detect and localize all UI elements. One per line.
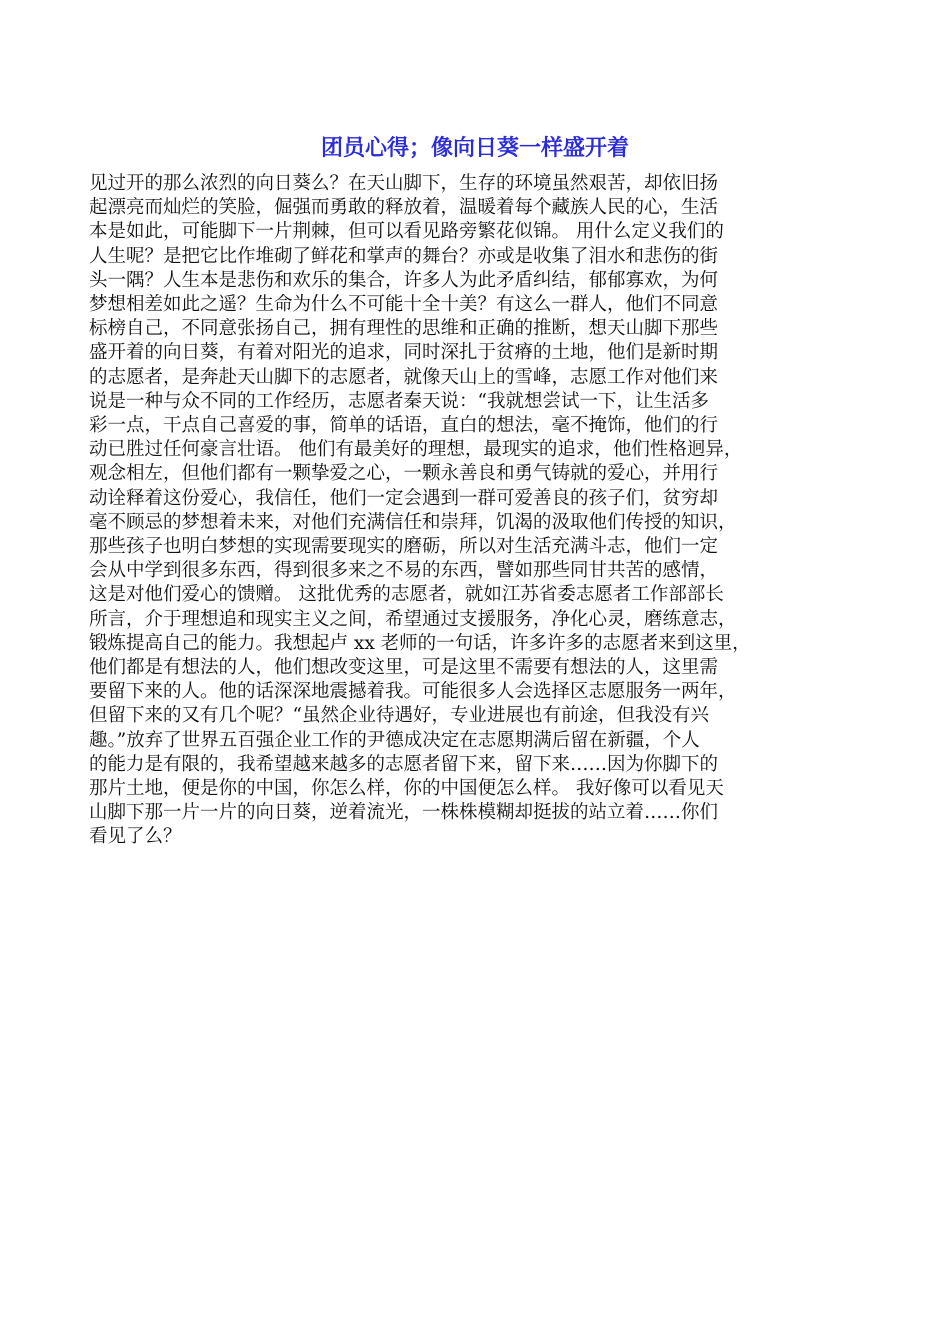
- body-line: 会从中学到很多东西，得到很多来之不易的东西，譬如那些同甘共苦的感情，: [89, 560, 719, 582]
- body-line: 那些孩子也明白梦想的实现需要现实的磨砺，所以对生活充满斗志，他们一定: [89, 536, 719, 558]
- body-line: 山脚下那一片一片的向日葵，逆着流光，一株株模糊却挺拔的站立着……你们: [89, 802, 719, 824]
- body-line: 锻炼提高自己的能力。我想起卢 xx 老师的一句话，许多许多的志愿者来到这里，: [89, 632, 751, 654]
- body-line: 毫不顾忌的梦想着未来，对他们充满信任和崇拜，饥渴的汲取他们传授的知识，: [89, 511, 737, 533]
- body-line: 的能力是有限的，我希望越来越多的志愿者留下来，留下来……因为你脚下的: [89, 753, 719, 775]
- body-line: 说是一种与众不同的工作经历，志愿者秦天说：“我就想尝试一下，让生活多: [89, 390, 709, 412]
- body-line: 但留下来的又有几个呢？“虽然企业待遇好，专业进展也有前途，但我没有兴: [89, 705, 709, 727]
- body-line: 观念相左，但他们都有一颗挚爱之心，一颗永善良和勇气铸就的爱心，并用行: [89, 463, 719, 485]
- body-line: 梦想相差如此之遥？生命为什么不可能十全十美？有这么一群人，他们不同意: [89, 294, 719, 316]
- body-line: 彩一点，干点自己喜爱的事，简单的话语，直白的想法，毫不掩饰，他们的行: [89, 415, 719, 437]
- body-line: 起漂亮而灿烂的笑脸，倔强而勇敢的释放着，温暖着每个藏族人民的心，生活: [89, 197, 719, 219]
- body-line: 这是对他们爱心的馈赠。 这批优秀的志愿者，就如江苏省委志愿者工作部部长: [89, 584, 724, 606]
- body-line: 人生呢？是把它比作堆砌了鲜花和掌声的舞台？亦或是收集了泪水和悲伤的街: [89, 245, 719, 267]
- body-line: 他们都是有想法的人，他们想改变这里，可是这里不需要有想法的人，这里需: [89, 657, 719, 679]
- body-line: 动诠释着这份爱心，我信任，他们一定会遇到一群可爱善良的孩子们，贫穷却: [89, 487, 719, 509]
- document-body: [89, 172, 874, 850]
- body-line: 动已胜过任何豪言壮语。 他们有最美好的理想，最现实的追求，他们性格迥异，: [89, 439, 743, 461]
- body-line: 见过开的那么浓烈的向日葵么？在天山脚下，生存的环境虽然艰苦，却依旧扬: [89, 173, 719, 194]
- document-title: 团员心得；像向日葵一样盛开着: [320, 136, 629, 161]
- body-line: 趣。”放弃了世界五百强企业工作的尹德成决定在志愿期满后留在新疆，个人: [89, 729, 700, 751]
- body-line: 要留下来的人。他的话深深地震撼着我。可能很多人会选择区志愿服务一两年，: [89, 681, 737, 703]
- body-line: 那片土地，便是你的中国，你怎么样，你的中国便怎么样。 我好像可以看见天: [89, 778, 724, 800]
- body-line: 盛开着的向日葵，有着对阳光的追求，同时深扎于贫瘠的土地，他们是新时期: [89, 342, 719, 364]
- body-line: 所言，介于理想追和现实主义之间，希望通过支援服务，净化心灵，磨练意志，: [89, 608, 737, 630]
- body-line: 本是如此，可能脚下一片荆棘，但可以看见路旁繁花似锦。 用什么定义我们的: [89, 221, 724, 243]
- body-line: 看见了么？: [89, 826, 182, 848]
- body-line: 头一隅？人生本是悲伤和欢乐的集合，许多人为此矛盾纠结，郁郁寡欢，为何: [89, 269, 719, 291]
- body-line: 的志愿者，是奔赴天山脚下的志愿者，就像天山上的雪峰，志愿工作对他们来: [89, 366, 719, 388]
- body-line: 标榜自己，不同意张扬自己，拥有理性的思维和正确的推断，想天山脚下那些: [89, 318, 719, 340]
